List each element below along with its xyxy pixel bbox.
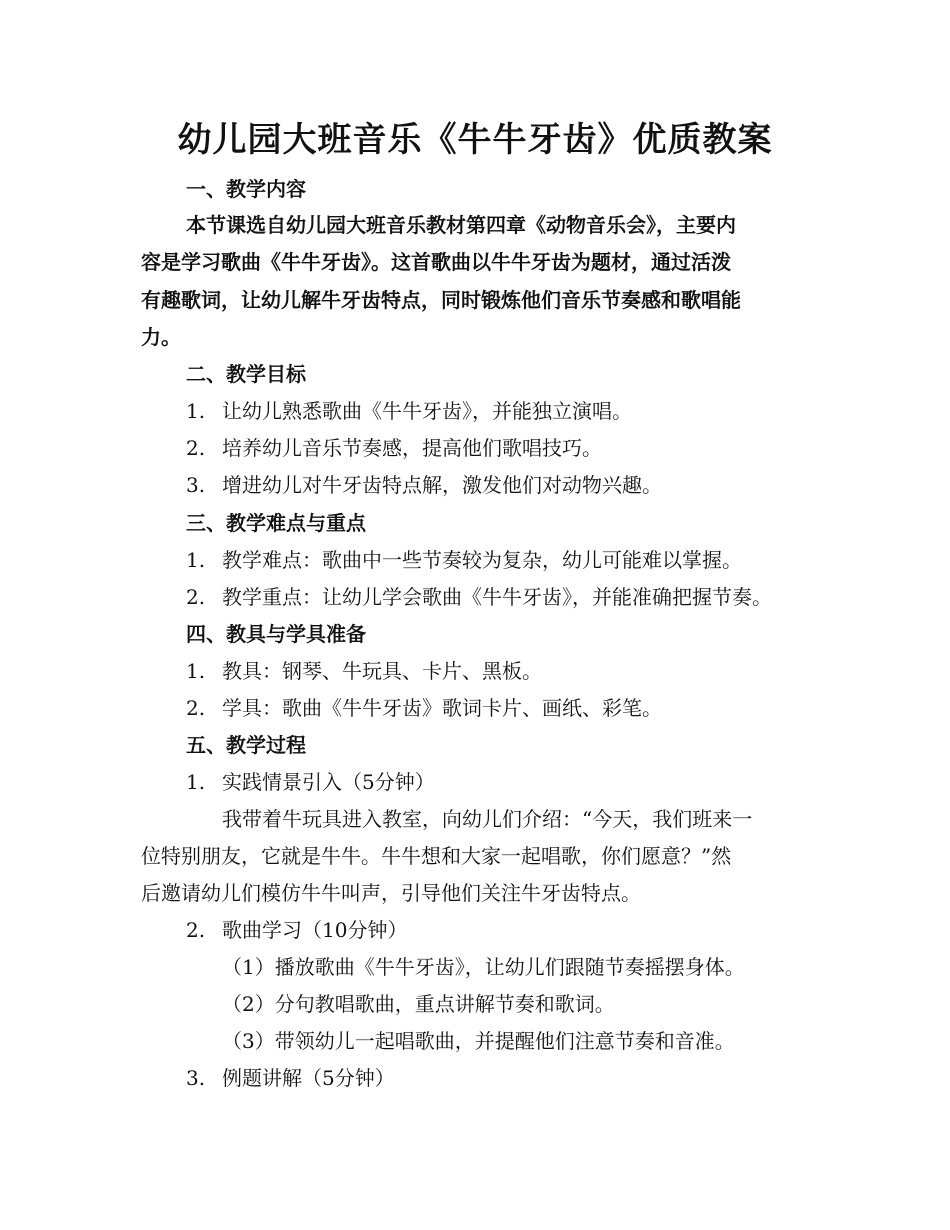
list-number: 2. [186,696,206,720]
paragraph-line: 我带着牛玩具进入教室，向幼儿们介绍：“今天，我们班来一 [222,807,753,831]
paragraph-line: 有趣歌词，让幼儿解牛牙齿特点，同时锻炼他们音乐节奏感和歌唱能 [141,288,741,312]
list-item [186,395,632,424]
list-number: 1. [186,399,206,423]
list-text: 教学重点：让幼儿学会歌曲《牛牛牙齿》，并能准确把握节奏。 [222,585,772,609]
section-heading-goals: 二、教学目标 [186,362,306,386]
sub-item: （3）带领幼儿一起唱歌曲，并提醒他们注意节奏和音准。 [222,1029,735,1053]
list-text: 学具：歌曲《牛牛牙齿》歌词卡片、画纸、彩笔。 [222,696,662,720]
sub-item: （2）分句教唱歌曲，重点讲解节奏和歌词。 [222,992,615,1016]
list-number: 2. [186,918,206,942]
list-item [186,432,602,461]
section-heading-key-points: 三、教学难点与重点 [186,511,366,535]
list-text: 实践情景引入（5分钟） [222,770,435,794]
list-number: 3. [186,1066,206,1090]
list-text: 教学难点：歌曲中一些节奏较为复杂，幼儿可能难以掌握。 [222,548,742,572]
list-text: 培养幼儿音乐节奏感，提高他们歌唱技巧。 [222,436,602,460]
list-item [186,766,435,795]
list-number: 1. [186,548,206,572]
list-number: 3. [186,473,206,497]
list-text: 让幼儿熟悉歌曲《牛牛牙齿》，并能独立演唱。 [222,399,632,423]
list-item [186,469,662,498]
list-item [186,914,407,943]
list-item [186,581,772,610]
section-heading-content: 一、教学内容 [186,177,306,201]
list-item [186,544,742,573]
list-text: 例题讲解（5分钟） [222,1066,395,1090]
document-title: 幼儿园大班音乐《牛牛牙齿》优质教案 [177,120,773,160]
paragraph-line: 力。 [141,325,181,349]
paragraph-line: 位特别朋友，它就是牛牛。牛牛想和大家一起唱歌，你们愿意？”然 [141,844,732,868]
sub-item: （1）播放歌曲《牛牛牙齿》，让幼儿们跟随节奏摇摆身体。 [222,955,745,979]
list-number: 1. [186,659,206,683]
list-number: 2. [186,436,206,460]
list-number: 1. [186,770,206,794]
list-text: 增进幼儿对牛牙齿特点解，激发他们对动物兴趣。 [222,473,662,497]
list-number: 2. [186,585,206,609]
list-item [186,1062,395,1091]
section-heading-process: 五、教学过程 [186,733,306,757]
paragraph-line: 容是学习歌曲《牛牛牙齿》。这首歌曲以牛牛牙齿为题材，通过活泼 [141,250,731,274]
paragraph-line: 后邀请幼儿们模仿牛牛叫声，引导他们关注牛牙齿特点。 [141,881,641,905]
list-item [186,655,542,684]
list-item [186,692,662,721]
list-text: 歌曲学习（10分钟） [222,918,408,942]
section-heading-materials: 四、教具与学具准备 [186,622,366,646]
list-text: 教具：钢琴、牛玩具、卡片、黑板。 [222,659,542,683]
paragraph-line: 本节课选自幼儿园大班音乐教材第四章《动物音乐会》，主要内 [186,213,736,237]
